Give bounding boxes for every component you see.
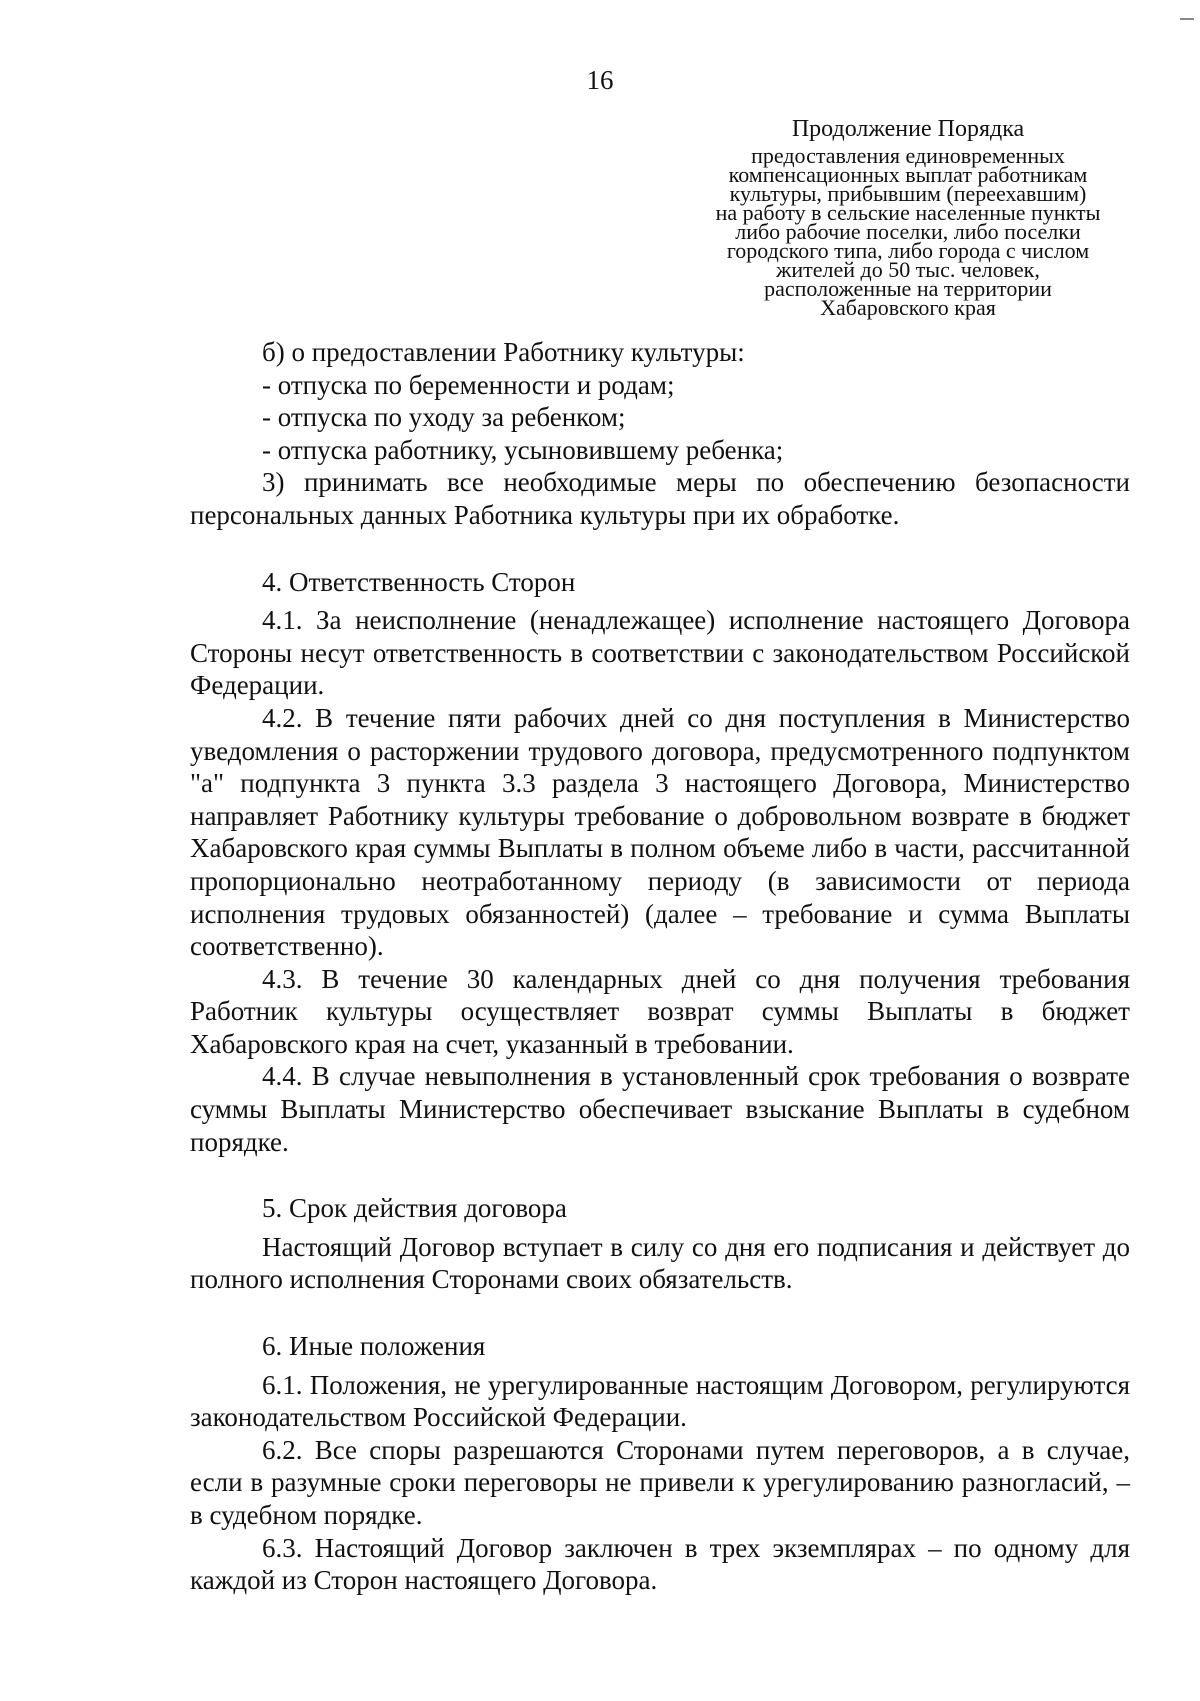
header-line: городского типа, либо города с числом [726,238,1090,263]
spacer [190,1158,1130,1192]
header-line: либо рабочие поселки, либо поселки [735,219,1081,244]
paragraph-4-3: 4.3. В течение 30 календарных дней со дня получения требования Работник культуры осуществляет возврат суммы Выплаты в бюджет Хабаровского края на счет, указанный в требовании. [190,963,1130,1059]
section-6-heading: 6. Иные положения [262,1331,486,1362]
list-item: - отпуска работнику, усыновившему ребенка; [262,434,784,465]
header-line: жителей до 50 тыс. человек, [776,257,1040,282]
paragraph-6-3: 6.3. Настоящий Договор заключен в трех экземплярах – по одному для каждой из Сторон настоящего Договора. [190,1532,1130,1596]
paragraph-6-1: 6.1. Положения, не урегулированные настоящим Договором, регулируются законодательством Российской Федерации. [190,1369,1130,1433]
header-line: компенсационных выплат работникам [728,162,1088,187]
paragraph-4-2: 4.2. В течение пяти рабочих дней со дня поступления в Министерство уведомления о расторжении трудового договора, предусмотренного подпунктом "а" подпункта 3 пункта 3.3 раздела 3 настоящего Договора, Министерство направляет Работнику культуры требование о добровольном возврате в бюджет Хабаровского края суммы Выплаты в полном объеме либо в части, рассчитанной пропорционально неотработанному периоду (в зависимости от периода исполнения трудовых обязанностей) (далее – требование и сумма Выплаты соответственно). [190,702,1130,962]
paragraph-4-1: 4.1. За неисполнение (ненадлежащее) исполнение настоящего Договора Стороны несут ответственность в соответствии с законодательством Российской Федерации. [190,605,1130,701]
list-item: - отпуска по уходу за ребенком; [262,402,626,433]
paragraph-b: б) о предоставлении Работнику культуры: [262,337,745,367]
scan-mark [1180,18,1194,20]
header-line: предоставления единовременных [751,143,1065,168]
section-5-heading: 5. Срок действия договора [262,1193,567,1224]
list-item: - отпуска по беременности и родам; [262,369,675,400]
continuation-header [700,114,1116,320]
paragraph-6-2: 6.2. Все споры разрешаются Сторонами путем переговоров, а в случае, если в разумные сроки переговоры не привели к урегулированию разногласий, – в судебном порядке. [190,1434,1130,1530]
header-title: Продолжение Порядка [791,116,1025,142]
paragraph-4-4: 4.4. В случае невыполнения в установленный срок требования о возврате суммы Выплаты Министерство обеспечивает взыскание Выплаты в судебном порядке. [190,1061,1130,1157]
page-number: 16 [586,65,614,95]
spacer [190,1296,1130,1330]
header-line: на работу в сельские населенные пункты [715,200,1101,225]
header-line: культуры, прибывшим (переехавшим) [729,181,1087,206]
section-4-heading: 4. Ответственность Сторон [262,566,576,597]
document-body [190,336,1130,1597]
paragraph-3: 3) принимать все необходимые меры по обеспечению безопасности персональных данных Работника культуры при их обработке. [190,467,1130,530]
paragraph-5: Настоящий Договор вступает в силу со дня его подписания и действует до полного исполнения Сторонами своих обязательств. [190,1231,1130,1295]
header-line: Хабаровского края [820,295,996,320]
spacer [190,532,1130,566]
header-line: расположенные на территории [764,276,1052,301]
